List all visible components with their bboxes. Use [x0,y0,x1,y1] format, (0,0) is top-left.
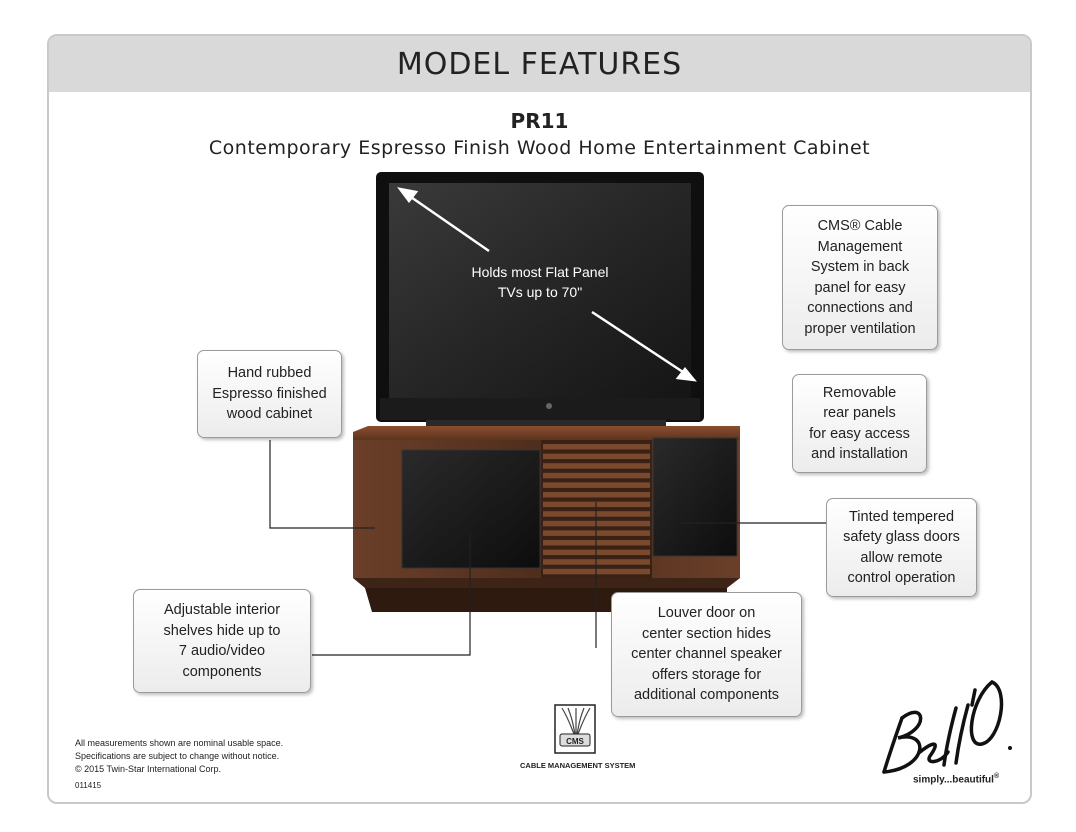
brand-tagline [913,773,999,785]
callout-line: connections and [807,300,913,316]
tv-set [376,172,704,432]
cms-cable-icon [554,704,596,754]
callout-line: System in back [810,259,910,275]
tv-size-label-line2: TVs up to 70" [497,284,583,300]
legal-notes [75,737,283,792]
callout-louver-door [611,592,802,717]
callout-line: Espresso finished [212,385,327,402]
tv-size-label [450,262,630,302]
callout-line: Louver door on [657,605,756,622]
callout-line: 7 audio/video [178,643,266,659]
bello-logo [884,682,1001,772]
callout-line: Removable [822,384,897,401]
callout-line: control operation [847,570,956,586]
louver-slat [543,492,650,498]
callout-line: wood cabinet [226,406,313,423]
model-number: PR11 [510,109,569,133]
louver-slat [543,482,650,488]
left-glass-door [402,450,540,568]
legal-line: All measurements shown are nominal usable space. [75,738,284,748]
tv-bottom-bar [380,398,700,420]
callout-line: for easy access [809,425,910,442]
trademark-mark: ® [993,773,1000,780]
callout-line: Adjustable interior [163,602,281,618]
louver-slat [543,444,650,450]
callout-line: offers storage for [651,666,762,683]
callout-line: components [182,663,262,680]
callout-line: allow remote [860,549,943,566]
callout-line: additional components [633,687,780,704]
callout-line: safety glass doors [843,529,960,545]
callout-line: Hand rubbed [227,365,312,382]
callout-removable [792,374,927,473]
callout-line: rear panels [823,405,896,421]
callout-cms [782,205,938,350]
callout-line: proper ventilation [804,320,916,337]
callout-line: and installation [811,446,908,462]
callout-line: shelves hide up to [163,622,281,639]
tv-size-label-line1: Holds most Flat Panel [471,264,609,280]
cms-badge-text: CMS [566,737,584,746]
right-glass-door [653,438,737,556]
louver-slat [543,454,650,460]
cms-logo [520,704,636,770]
brand-tagline-text: simply...beautiful [913,774,994,786]
callout-adjustable-shelves [133,589,311,693]
louver-slat [543,473,650,479]
document-code: 011415 [75,781,102,790]
callout-tinted-glass [826,498,977,597]
callout-line: CMS® Cable [817,218,903,234]
page-title: MODEL FEATURES [396,46,683,82]
louver-slat [543,463,650,469]
legal-line: Specifications are subject to change without notice. [75,751,280,761]
product-description: Contemporary Espresso Finish Wood Home Entertainment Cabinet [208,137,871,159]
callout-line: center section hides [642,625,771,642]
callout-line: panel for easy [814,279,906,296]
callout-line: Management [817,238,903,255]
callout-line: Tinted tempered [848,508,955,525]
callout-line: center channel speaker [631,646,782,663]
cms-caption: CABLE MANAGEMENT SYSTEM [520,761,636,770]
callout-hand-rubbed [197,350,342,438]
legal-line: © 2015 Twin-Star International Corp. [75,764,222,774]
